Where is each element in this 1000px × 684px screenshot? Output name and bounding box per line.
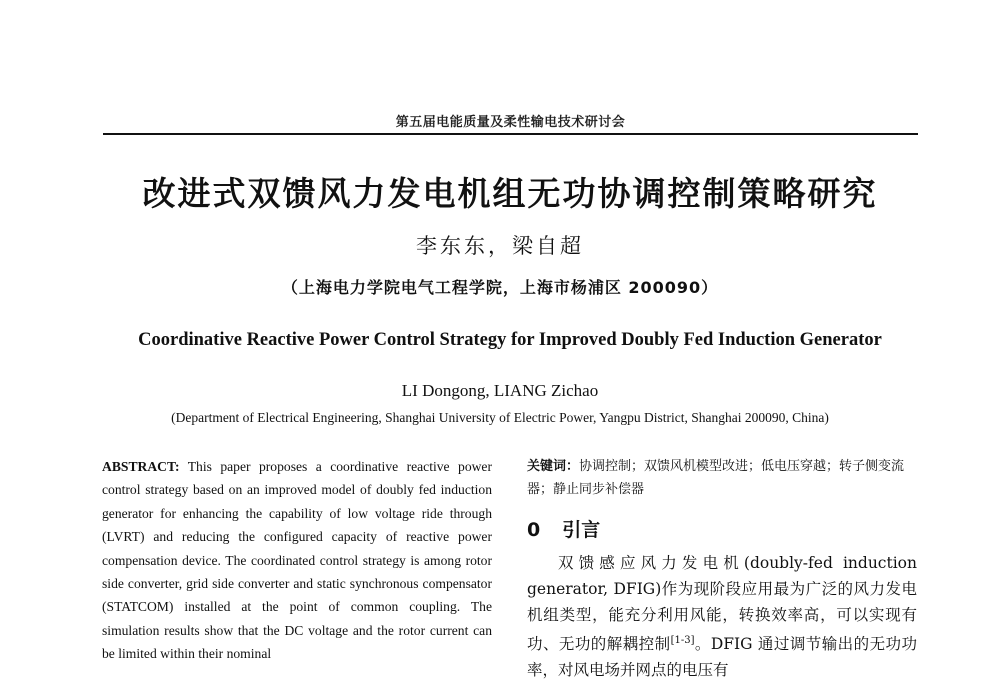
keywords-label: 关键词：	[527, 459, 580, 474]
title-english: Coordinative Reactive Power Control Strategy for Improved Doubly Fed Induction Generator	[138, 330, 882, 350]
conference-header: 第五届电能质量及柔性输电技术研讨会	[395, 115, 626, 130]
affiliation-english: (Department of Electrical Engineering, Shanghai University of Electric Power, Yangpu District, Shanghai 200090, China)	[171, 410, 829, 425]
title-chinese: 改进式双馈风力发电机组无功协调控制策略研究	[142, 174, 878, 213]
intro-citation: [1-3]	[670, 635, 695, 646]
abstract-paragraph	[102, 455, 492, 666]
authors-english: LI Dongong, LIANG Zichao	[401, 381, 599, 400]
keywords	[527, 455, 917, 501]
section-number: 0	[527, 519, 541, 541]
affiliation-chinese: （上海电力学院电气工程学院，上海市杨浦区 200090）	[281, 278, 719, 297]
abstract-label: ABSTRACT:	[102, 459, 180, 474]
section-title: 引言	[562, 519, 601, 541]
section-heading-introduction	[527, 515, 917, 542]
intro-text-before: 双馈感应风力发电机(doubly-fed induction generator, DFIG)作为现阶段应用最为广泛的风力发电机组类型，能充分利用风能，转换效率高，可以实现有功、无功的解耦控制	[527, 554, 917, 654]
right-column	[527, 455, 917, 683]
abstract-text: This paper proposes a coordinative reactive power control strategy based on an improved model of doubly fed induction generator for enhancing the capability of low voltage ride through (LVRT) and reducing the configured capacity of reactive power compensation device. The coordinated control strategy is among rotor side converter, grid side converter and static synchronous compensator (STATCOM) installed at the point of common coupling. The simulation results show that the DC voltage and the rotor current can be limited within their nominal	[102, 459, 492, 662]
authors-chinese: 李东东，梁自超	[416, 234, 584, 258]
intro-text-after: 。DFIG 通过调节输出的无功功率，对风电场并网点的电压有	[527, 635, 917, 680]
introduction-paragraph	[527, 550, 917, 683]
header-rule	[103, 133, 918, 135]
keywords-text: 协调控制；双馈风机模型改进；低电压穿越；转子侧变流器；静止同步补偿器	[527, 459, 905, 497]
